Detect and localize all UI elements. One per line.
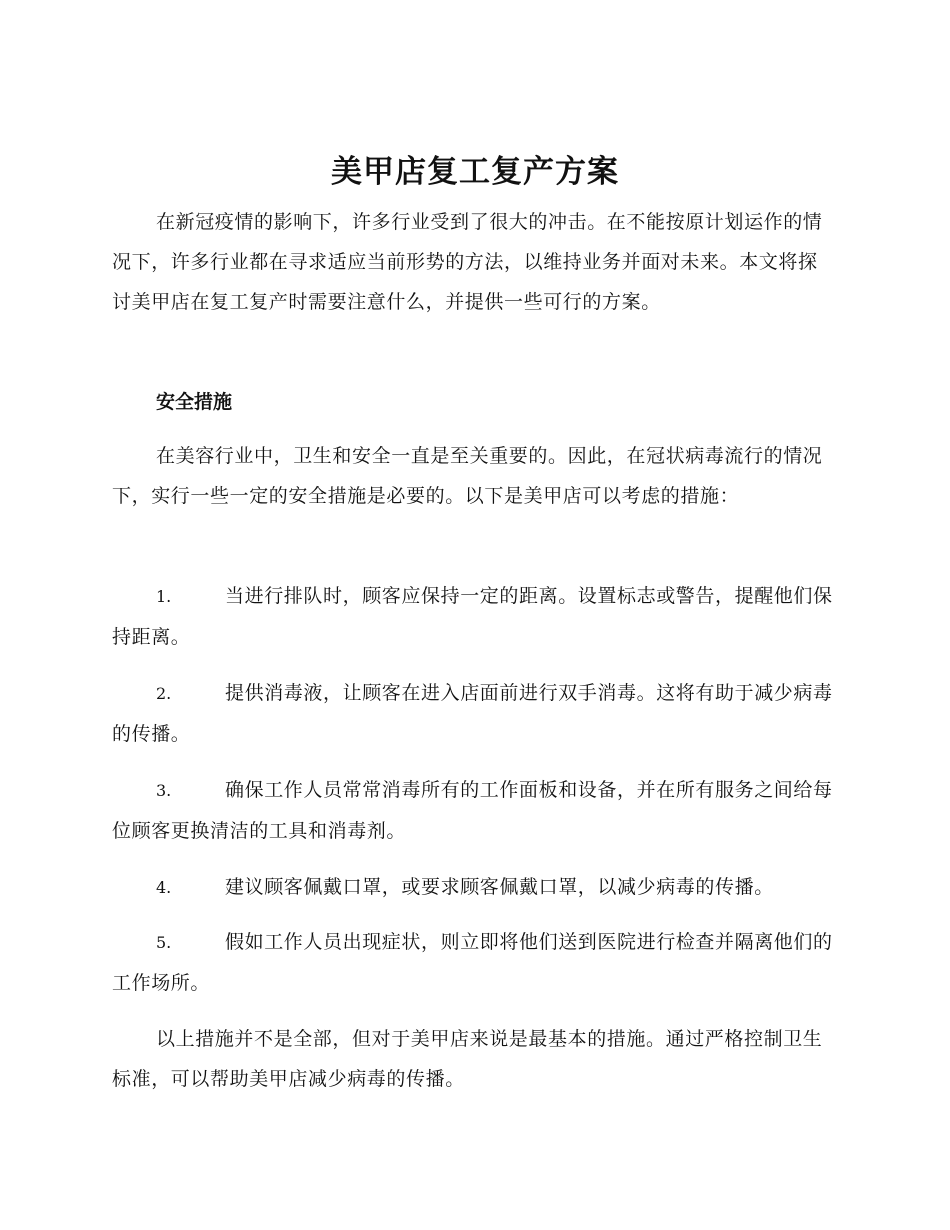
section-heading: 安全措施	[156, 391, 233, 413]
list-item	[112, 922, 834, 1003]
list-item-number: 3.	[156, 781, 172, 800]
list-item-text: 确保工作人员常常消毒所有的工作面板和设备，并在所有服务之间给每位顾客更换清洁的工具和消毒剂。	[112, 779, 833, 842]
list-item-text: 假如工作人员出现症状，则立即将他们送到医院进行检查并隔离他们的工作场所。	[112, 931, 833, 994]
list-item-text: 提供消毒液，让顾客在进入店面前进行双手消毒。这将有助于减少病毒的传播。	[112, 682, 833, 745]
list-item	[112, 867, 834, 908]
conclusion-paragraph: 以上措施并不是全部，但对于美甲店来说是最基本的措施。通过严格控制卫生标准，可以帮助美甲店减少病毒的传播。	[112, 1028, 823, 1090]
document-title: 美甲店复工复产方案	[331, 154, 619, 190]
list-item	[112, 576, 834, 657]
list-item	[112, 673, 834, 754]
list-item-number: 4.	[156, 878, 172, 897]
list-item-text: 当进行排队时，顾客应保持一定的距离。设置标志或警告，提醒他们保持距离。	[112, 585, 833, 648]
list-item-number: 2.	[156, 684, 172, 703]
list-item-number: 1.	[156, 587, 172, 606]
intro-paragraph: 在新冠疫情的影响下，许多行业受到了很大的冲击。在不能按原计划运作的情况下，许多行业都在寻求适应当前形势的方法，以维持业务并面对未来。本文将探讨美甲店在复工复产时需要注意什么，并提供一些可行的方案。	[112, 211, 823, 313]
list-item	[112, 770, 834, 851]
list-item-number: 5.	[156, 933, 172, 952]
section-intro-paragraph: 在美容行业中，卫生和安全一直是至关重要的。因此，在冠状病毒流行的情况下，实行一些一定的安全措施是必要的。以下是美甲店可以考虑的措施：	[112, 445, 823, 507]
list-item-text: 建议顾客佩戴口罩，或要求顾客佩戴口罩，以减少病毒的传播。	[225, 876, 774, 898]
